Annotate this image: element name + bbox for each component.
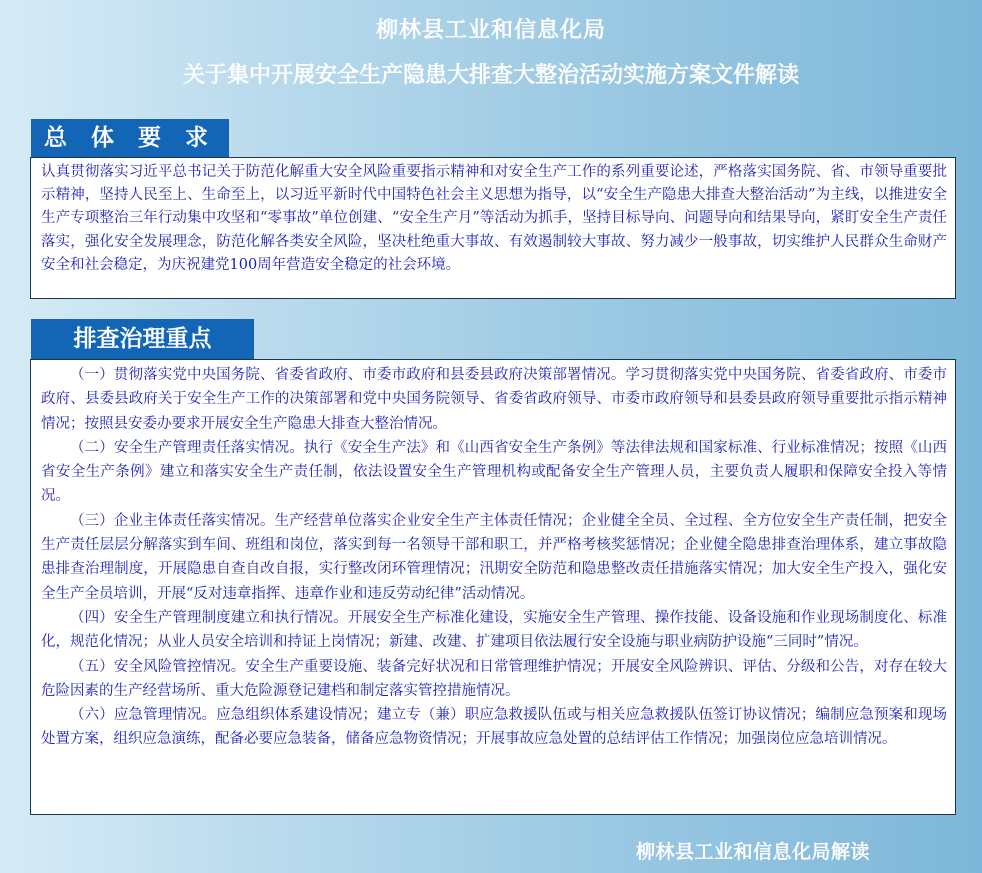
footer-signature: 柳林县工业和信息化局解读 (636, 841, 871, 863)
document-title: 关于集中开展安全生产隐患大排查大整治活动实施方案文件解读 (182, 62, 799, 88)
focus-item-1: （一）贯彻落实党中央国务院、省委省政府、市委市政府和县委县政府决策部署情况。学习贯彻落实党中央国务院、省委省政府、市委市政府、县委县政府关于安全生产工作的决策部署和党中央国务院领导、省委省政府领导、市委市政府领导和县委县政府领导重要批示指示精神情况；按照县安委办要求开展安全生产隐患大排查大整治情况。 (41, 367, 947, 432)
general-requirements-box (30, 157, 956, 299)
focus-item-4: （四）安全生产管理制度建立和执行情况。开展安全生产标准化建设，实施安全生产管理、操作技能、设备设施和作业现场制度化、标准化，规范化情况；从业人员安全培训和持证上岗情况；新建、改建、扩建项目依法履行安全设施与职业病防护设施“三同时”情况。 (41, 609, 947, 651)
focus-item-2: （二）安全生产管理责任落实情况。执行《安全生产法》和《山西省安全生产条例》等法律法规和国家标准、行业标准情况；按照《山西省安全生产条例》建立和落实安全生产责任制，依法设置安全生产管理机构或配备安全生产管理人员，主要负责人履职和保障安全投入等情况。 (41, 439, 947, 505)
focus-item-6: （六）应急管理情况。应急组织体系建设情况；建立专（兼）职应急救援队伍或与相关应急救援队伍签订协议情况；编制应急预案和现场处置方案，组织应急演练，配备必要应急装备，储备应急物资情况；开展事故应急处置的总结评估工作情况；加强岗位应急培训情况。 (41, 707, 947, 748)
inspection-focus-box (30, 359, 956, 815)
focus-item-3: （三）企业主体责任落实情况。生产经营单位落实企业安全生产主体责任情况；企业健全全员、全过程、全方位安全生产责任制，把安全生产责任层层分解落实到车间、班组和岗位，落实到每一名领导干部和职工，并严格考核奖惩情况；企业健全隐患排查治理体系，建立事故隐患排查治理制度，开展隐患自查自改自报，实行整改闭环管理情况；汛期安全防范和隐患整改责任措施落实情况；加大安全生产投入，强化安全生产全员培训，开展“反对违章指挥、违章作业和违反劳动纪律”活动情况。 (41, 512, 947, 602)
issuer-title: 柳林县工业和信息化局 (375, 17, 606, 43)
focus-item-5: （五）安全风险管控情况。安全生产重要设施、装备完好状况和日常管理维护情况；开展安全风险辨识、评估、分级和公告，对存在较大危险因素的生产经营场所、重大危险源登记建档和制定落实管控措施情况。 (41, 658, 947, 699)
section-tab-inspection-focus: 排查治理重点 (31, 319, 254, 359)
section-tab-general-requirements: 总 体 要 求 (31, 119, 229, 157)
general-requirements-text: 认真贯彻落实习近平总书记关于防范化解重大安全风险重要指示精神和对安全生产工作的系列重要论述，严格落实国务院、省、市领导重要批示精神，坚持人民至上、生命至上，以习近平新时代中国特色社会主义思想为指导，以“安全生产隐患大排查大整治活动”为主线，以推进安全生产专项整治三年行动集中攻坚和“零事故”单位创建、“安全生产月”等活动为抓手，坚持目标导向、问题导向和结果导向，紧盯安全生产责任落实，强化安全发展理念，防范化解各类安全风险，坚决杜绝重大事故、有效遏制较大事故、努力减少一般事故，切实维护人民群众生命财产安全和社会稳定，为庆祝建党100周年营造安全稳定的社会环境。 (41, 164, 947, 273)
page-header (0, 14, 982, 91)
